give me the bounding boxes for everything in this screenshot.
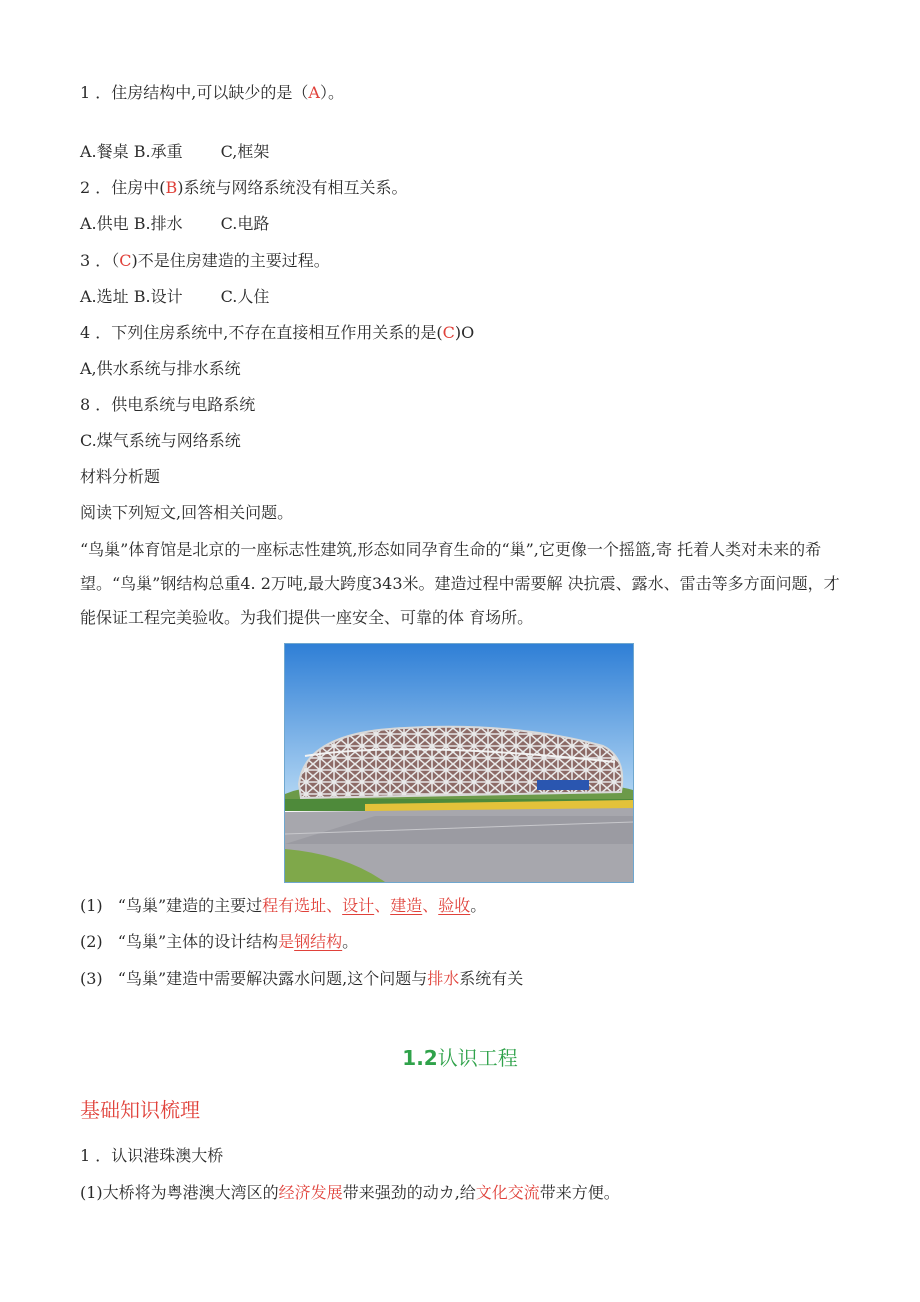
question-4-option-c: C.煤气系统与网络系统 <box>80 431 241 450</box>
section-title-text: 认识工程 <box>437 1046 518 1070</box>
material-answer-1-text-pre: “鸟巢”建造的主要过 <box>117 896 263 915</box>
question-4-number: 4 <box>80 323 91 342</box>
question-1-option-ab: A.餐桌 B.承重 <box>80 142 183 161</box>
question-1-number: 1 <box>80 83 91 102</box>
question-1-stem-pre: ．住房结构中,可以缺少的是（ <box>95 83 309 102</box>
stadium-illustration <box>285 644 633 882</box>
question-2-answer: B <box>165 178 178 197</box>
question-3-number: 3 <box>80 251 91 270</box>
section-sentence-answer-2: 文化交流 <box>475 1183 540 1202</box>
question-2 <box>80 177 408 199</box>
material-answer-1-sep-b: 、 <box>374 896 391 915</box>
material-passage: “鸟巢”体育馆是北京的一座标志性建筑,形态如同孕育生命的“巢”,它更像一个摇篮,寄 托着人类对未来的希望。“鸟巢”钢结构总重4. 2万吨,最大跨度343米。建造过程中需要解 决抗震、露水、雷击等多方面问题，才能保证工程完美验收。为我们提供一座安全、可靠的体 育场所。 <box>80 540 840 627</box>
question-3 <box>80 250 330 272</box>
question-1-answer: A <box>308 83 320 102</box>
question-4-stem-post: )O <box>454 323 475 342</box>
question-2-options <box>80 213 269 235</box>
material-answer-1-part-d: 验收 <box>438 896 471 915</box>
material-answer-1-label: (1) <box>80 896 103 915</box>
question-4-stem-pre: ．下列住房系统中,不存在直接相互作用关系的是( <box>95 323 443 342</box>
material-answer-3-label: (3) <box>80 969 103 988</box>
material-answer-1 <box>80 895 486 917</box>
material-answer-2-label: (2) <box>80 932 103 951</box>
question-3-option-c: C.人住 <box>220 287 270 306</box>
question-3-answer: C <box>119 251 132 270</box>
section-title <box>0 1046 920 1070</box>
question-1-option-c: C,框架 <box>220 142 270 161</box>
question-2-option-c: C.电路 <box>220 214 270 233</box>
material-instruction: 阅读下列短文,回答相关问题。 <box>80 503 294 522</box>
material-answer-2-text-pre: “鸟巢”主体的设计结构 <box>117 932 279 951</box>
section-number: 1.2 <box>402 1046 438 1070</box>
material-answer-3-part-a: 排水 <box>427 969 460 988</box>
birds-nest-stadium-photo <box>284 643 634 883</box>
section-sentence-pre: (1)大桥将为粤港澳大湾区的 <box>80 1183 279 1202</box>
material-answer-1-part-a: 程有选址 <box>262 896 327 915</box>
material-answer-2-part-a: 是 <box>278 932 295 951</box>
question-4-option-a: A,供水系统与排水系统 <box>80 359 241 378</box>
material-answer-1-sep-c: 、 <box>422 896 439 915</box>
question-2-number: 2 <box>80 178 91 197</box>
question-4-option-b: 8 ．供电系统与电路系统 <box>80 395 256 414</box>
section-sentence-mid: 带来强劲的动カ,给 <box>342 1183 476 1202</box>
question-3-stem-post: )不是住房建造的主要过程。 <box>131 251 330 270</box>
question-2-stem-post: )系统与网络系统没有相互关系。 <box>177 178 408 197</box>
question-1 <box>80 82 344 104</box>
material-answer-3-text-post: 系统有关 <box>459 969 524 988</box>
section-sentence-post: 带来方便。 <box>539 1183 620 1202</box>
material-answer-3-text-pre: “鸟巢”建造中需要解决露水问题,这个问题与 <box>117 969 428 988</box>
material-answer-1-part-c: 建造 <box>390 896 423 915</box>
material-answer-2-text-post: 。 <box>342 932 359 951</box>
material-heading: 材料分析题 <box>80 467 161 486</box>
question-4-answer: C <box>442 323 455 342</box>
question-1-stem-post: ）。 <box>319 83 344 102</box>
question-4 <box>80 322 474 344</box>
question-3-option-ab: A.选址 B.设计 <box>80 287 183 306</box>
material-answer-1-text-post: 。 <box>470 896 487 915</box>
section-sentence-answer-1: 经济发展 <box>278 1183 343 1202</box>
material-answer-1-part-b: 设计 <box>342 896 375 915</box>
material-answer-2 <box>80 931 358 953</box>
question-1-options <box>80 141 269 163</box>
section-sentence-1 <box>80 1182 620 1204</box>
section-subheading: 基础知识梳理 <box>80 1098 200 1122</box>
material-answer-3 <box>80 968 523 990</box>
section-item-1: 1 ．认识港珠澳大桥 <box>80 1146 224 1165</box>
question-3-stem-pre: ．（ <box>95 251 120 270</box>
material-answer-1-sep-a: 、 <box>326 896 343 915</box>
question-3-options <box>80 286 269 308</box>
question-2-stem-pre: ．住房中( <box>95 178 166 197</box>
question-2-option-ab: A.供电 B.排水 <box>80 214 183 233</box>
material-answer-2-part-b: 钢结构 <box>294 932 343 951</box>
